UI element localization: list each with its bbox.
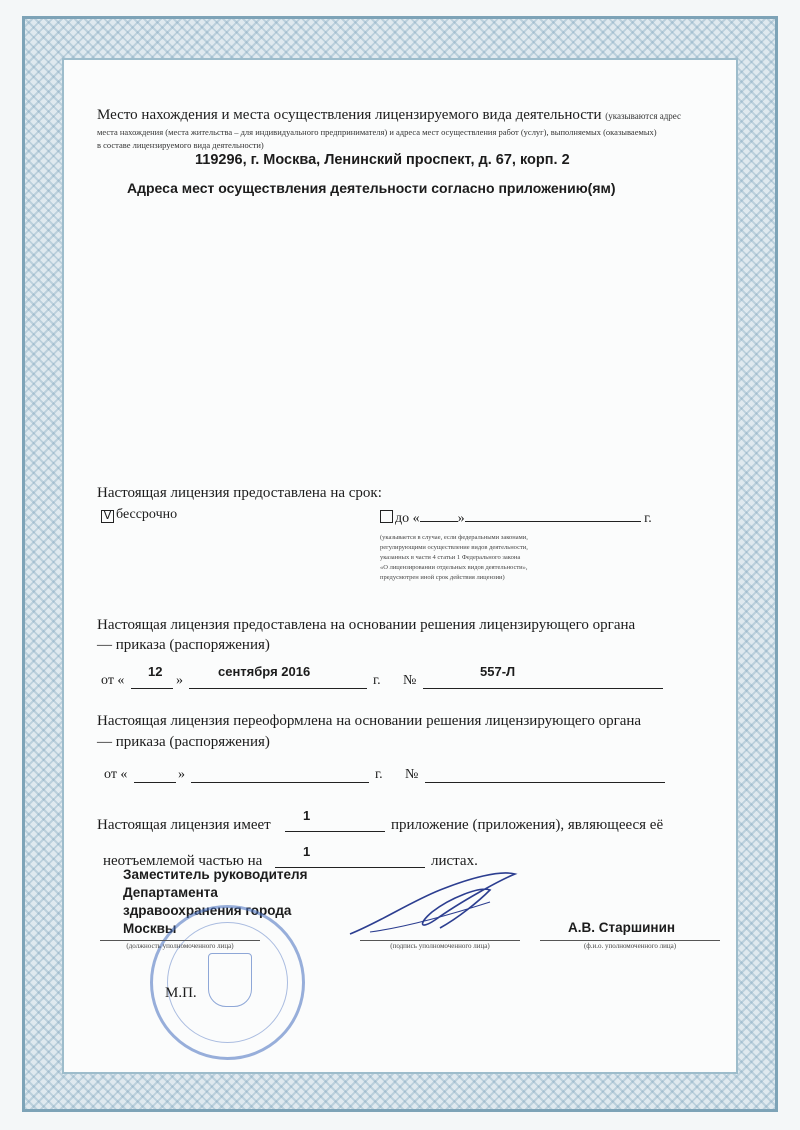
position-line: Заместитель руководителя xyxy=(123,867,308,882)
indefinite-label: бессрочно xyxy=(116,507,178,522)
term-note-line: (указывается в случае, если федеральными законами, xyxy=(380,534,528,541)
address-note: Адреса мест осуществления деятельности согласно приложению(ям) xyxy=(127,180,616,196)
caption-position: (должность уполномоченного лица) xyxy=(100,940,260,950)
location-title: Место нахождения и места осуществления лицензируемого вида деятельности xyxy=(97,107,602,123)
reissue-line-2: — приказа (распоряжения) xyxy=(97,734,270,750)
reissue-close-quote: » xyxy=(178,767,185,782)
grant-number-line xyxy=(423,688,663,689)
term-note-line: указанных в части 4 статьи 1 Федерального закона xyxy=(380,554,521,561)
reissue-number-line xyxy=(425,782,665,783)
grant-number: 557-Л xyxy=(480,664,516,679)
until-label: до « xyxy=(395,511,420,526)
term-until xyxy=(380,510,680,528)
reissue-from-label: от « xyxy=(104,767,128,782)
term-title: Настоящая лицензия предоставлена на срок: xyxy=(97,485,382,501)
seal-mark: М.П. xyxy=(165,985,197,1001)
until-date-line xyxy=(465,521,641,522)
handwritten-signature xyxy=(340,862,530,942)
position-line: здравоохранения города xyxy=(123,903,292,918)
reissue-date-line xyxy=(191,782,369,783)
location-note-2: места нахождения (места жительства – для индивидуального предпринимателя) и адреса мест осуществления работ (услуг), выполняемых (оказываемых) xyxy=(97,127,657,137)
grant-number-label: № xyxy=(403,673,417,688)
reissue-day-line xyxy=(134,782,176,783)
appendix-count: 1 xyxy=(303,808,311,823)
caption-name: (ф.и.о. уполномоченного лица) xyxy=(540,940,720,950)
term-note xyxy=(380,533,600,583)
official-seal xyxy=(150,905,305,1060)
term-indefinite xyxy=(101,507,177,523)
appendix-sheets-before: неотъемлемой частью на xyxy=(103,853,263,869)
caption-signature: (подпись уполномоченного лица) xyxy=(360,940,520,950)
appendix-count-line xyxy=(285,831,385,832)
signatory-name: А.В. Старшинин xyxy=(568,920,676,935)
grant-from-label: от « xyxy=(101,673,125,688)
position-line: Департамента xyxy=(123,885,218,900)
coat-of-arms-icon xyxy=(208,953,252,1007)
reissue-line-1: Настоящая лицензия переоформлена на основании решения лицензирующего органа xyxy=(97,713,642,729)
until-mid: » xyxy=(457,511,465,526)
grant-day: 12 xyxy=(148,664,163,679)
location-note-3: в составе лицензируемого вида деятельности) xyxy=(97,140,264,150)
term-note-line: «О лицензировании отдельных видов деятельности», xyxy=(380,564,528,571)
grant-year-suffix: г. xyxy=(373,673,381,688)
until-year: г. xyxy=(644,511,652,526)
grant-close-quote: » xyxy=(176,673,183,688)
grant-line-1: Настоящая лицензия предоставлена на основании решения лицензирующего органа xyxy=(97,617,636,633)
position-line: Москвы xyxy=(123,921,177,936)
reissue-year-suffix: г. xyxy=(375,767,383,782)
grant-day-line xyxy=(131,688,173,689)
appendix-text-after: приложение (приложения), являющееся её xyxy=(391,817,664,833)
grant-line-2: — приказа (распоряжения) xyxy=(97,637,270,653)
grant-date-line xyxy=(189,688,367,689)
reissue-number-label: № xyxy=(405,767,419,782)
appendix-sheets-after: листах. xyxy=(431,853,478,869)
appendix-sheets: 1 xyxy=(303,844,311,859)
appendix-text-before: Настоящая лицензия имеет xyxy=(97,817,271,833)
address: 119296, г. Москва, Ленинский проспект, д. 67, корп. 2 xyxy=(195,152,570,168)
grant-month-year: сентября 2016 xyxy=(218,664,311,679)
until-day-line xyxy=(420,521,458,522)
location-title-row xyxy=(97,107,717,124)
indefinite-checkbox: V xyxy=(101,510,114,523)
until-checkbox xyxy=(380,510,393,523)
term-note-line: предусмотрен иной срок действия лицензии) xyxy=(380,574,505,581)
location-note-1: (указываются адрес xyxy=(605,111,682,121)
term-note-line: регулирующими осуществление видов деятельности, xyxy=(380,544,528,551)
